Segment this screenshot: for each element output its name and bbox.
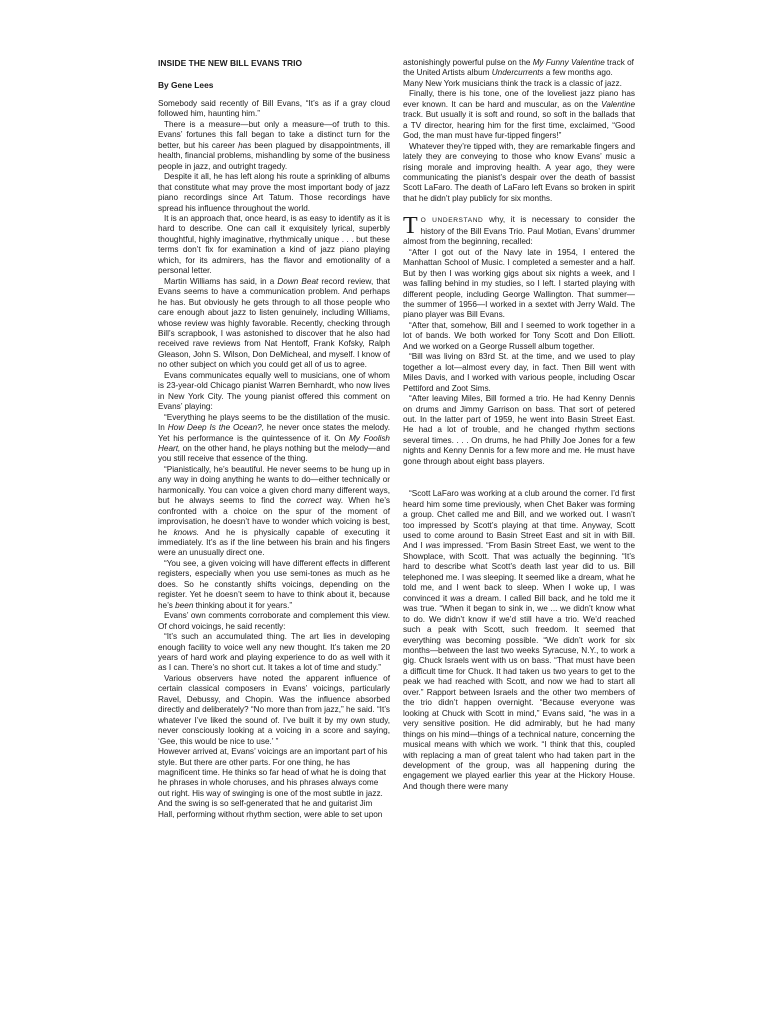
- paragraph-text: thinking about it for years.”: [193, 600, 293, 610]
- body-paragraph: [158, 371, 390, 413]
- italic-text: has: [238, 140, 252, 150]
- body-paragraph: [158, 611, 390, 632]
- paragraph-text: “Scott LaFaro was working at a club around the corner. I’d first heard him some time previously, when Chet Baker was forming a group. Chet called me and Bill, and we worked out. I wasn’t too impressed by Scott’s playing at that time. Anyway, Scott used to come around to Basin Street East and sit in with Bill. And I: [403, 489, 635, 551]
- italic-text: was: [450, 593, 465, 603]
- left-column: [158, 58, 390, 820]
- body-paragraph: [403, 248, 635, 321]
- body-paragraph: [158, 172, 390, 214]
- paragraph-text: Martin Williams has said, in a: [164, 276, 278, 286]
- article-title: INSIDE THE NEW BILL EVANS TRIO: [158, 58, 303, 68]
- article-byline: By Gene Lees: [158, 79, 214, 90]
- paragraph-text: “Pianistically, he’s beautiful. He never seems to be hung up in any way in doing anything he wants to do—either technically or harmonically. You can voice a given chord many different ways, but he always seems to find the: [158, 464, 390, 506]
- paragraph-text: “Everything he plays seems to be the distillation of the music. In: [158, 412, 390, 433]
- body-paragraph: [403, 394, 635, 467]
- body-paragraph: [403, 321, 635, 352]
- body-paragraph: [403, 352, 635, 394]
- paragraph-text: a dream. I called Bill back, and he told me it was true. “When it began to sink in, we ... we didn’t know what to do. We didn’t know if we’d still have a trio. We’d reached such a peak with Scott, such freedom. It seemed that everything was becoming possible. “We didn’t work for six months—between the last two weeks Syracuse, N.Y., to work a gig. Chuck Israels went with us on bass. “That must have been a difficult time for Chuck. It had taken us two years to get to the peak we had reached with Scott, and now we had to start all over.” Rapport between Israels and the other two members of the trio didn’t happen overnight. “Because everyone was looking at Chuck with Scott in mind,” Evans said, “he was in a very sensitive position. He did admirably, but he had many things on his mind—things of a technical nature, concerning the musical means with which we work. “I think that this, coupled with replacing a man of great talent who had taken part in the development of the group, was all happening during the engagement we played earlier this year at the Hickory House. And though there were many: [403, 593, 635, 791]
- right-column-top: [403, 58, 635, 204]
- italic-text: Valentine: [601, 99, 635, 109]
- right-column-middle: [403, 248, 635, 468]
- body-paragraph: [158, 747, 390, 820]
- italic-text: Undercurrents: [491, 68, 544, 78]
- paragraph-text: on the other hand, he plays nothing but the melody—and you still receive that essence of the thing.: [158, 443, 390, 464]
- body-paragraph: [403, 58, 635, 89]
- italic-text: My Foolish Heart,: [158, 433, 390, 453]
- paragraph-text: Evans’ own comments corroborate and complement this view. Of chord voicings, he said recently:: [158, 611, 390, 631]
- paragraph-text: “After that, somehow, Bill and I seemed to work together in a lot of bands. We both worked for Tony Scott and Don Elliott. And we worked on a George Russell album together.: [403, 320, 635, 351]
- paragraph-text: “You see, a given voicing will have different effects in different registers, especially when you use semi-tones as much as he does. So he constantly shifts voicings, depending on the register. Yet he doesn’t seem to have to think about it, because he’s: [158, 558, 390, 610]
- italic-text: My Funny Valentine: [532, 58, 605, 67]
- paragraph-text: record review, that Evans seems to have a communication problem. And perhaps he has. But obviously he gets through to all those people who care enough about jazz to listen genuinely, including Williams, whose review was highly favorable. Recently, checking through Bill’s scrapbook, I was astonished to discover that he also had received rave reviews from Nat Hentoff, Frank Kofsky, Ralph Gleason, John S. Wilson, Don DeMicheal, and myself. I know of no other subject on which you could get all of us to agree.: [158, 276, 390, 370]
- paragraph-text: Whatever they’re tipped with, they are remarkable fingers and lately they are conveying to those who know Evans’ music a rising morale and improving health. A year ago, they were communicating the pianist’s despair over the death of bassist Scott LaFaro. The death of LaFaro left Evans so broken in spirit that he didn’t play publicly for six months.: [403, 141, 635, 203]
- right-column-bottom: [403, 489, 635, 792]
- left-column-body: [158, 99, 390, 820]
- paragraph-text: “It’s such an accumulated thing. The art lies in developing enough facility to voice well any new thought. It’s taken me 20 years of hard work and playing experience to do as well with it as I can. There’s no short cut. It takes a lot of time and study.”: [158, 632, 390, 673]
- paragraph-text: track of the United Artists album: [403, 58, 634, 78]
- paragraph-text: track. But usually it is soft and round, so soft in the ballads that a TV director, hearing him for the first time, exclaimed, “Good God, the man must have fur-tipped fingers!”: [403, 110, 635, 141]
- paragraph-text: been plagued by disappointments, ill health, financial problems, mishandling by some of the business people in jazz, and outright tragedy.: [158, 140, 390, 171]
- paragraph-text: a few months ago. Many New York musicians think the track is a classic of jazz.: [403, 68, 622, 88]
- paragraph-text: There is a measure—but only a measure—of truth to this. Evans’ fortunes this fall began to take a distinct turn for the better, but his career: [158, 119, 390, 150]
- paragraph-text: impressed. “From Basin Street East, we went to the Showplace, with Scott. That was actually the beginning. “It’s hard to describe what Scott’s death last year did to us. Bill telephoned me. I was sleeping. It seemed like a dream, what he told me, and I went back to sleep. When I woke up, I was convinced it: [403, 541, 635, 603]
- paragraph-text: Evans communicates equally well to musicians, one of whom is 23-year-old Chicago pianist Warren Bernhardt, who now lives in New York City. The young pianist offered this comment on Evans’ playing:: [158, 370, 390, 412]
- dropcap-paragraph-text: why, it is necessary to consider the history of the Bill Evans Trio. Paul Motian, Evans’ drummer almost from the beginning, recalled:: [403, 215, 635, 247]
- paragraph-text: It is an approach that, once heard, is as easy to identify as it is hard to describe. One can call it exquisitely lyrical, superbly thoughtful, highly imaginative, rhythmically unique . . . but these terms don’t fix for examination a kind of jazz piano playing which, for its admirers, has the flavor and emotionality of a personal letter.: [158, 213, 390, 276]
- paragraph-text: “After leaving Miles, Bill formed a trio. He had Kenny Dennis on drums and Jimmy Garrison on bass. That sort of petered out. In the latter part of 1959, he went into Basin Street East. He had a lot of trouble, and he changed rhythm sections several times. . . . On drums, he had Philly Joe Jones for a few nights and Kenny Dennis for a few more and me. He must have gone through about eight bass players.: [403, 394, 635, 466]
- body-paragraph: [158, 277, 390, 371]
- body-paragraph: [403, 489, 635, 792]
- paragraph-text: he never once states the melody. Yet his performance is the quintessence of it. On: [158, 423, 390, 443]
- body-paragraph: [158, 559, 390, 611]
- paragraph-text: Somebody said recently of Bill Evans, “It’s as if a gray cloud followed him, haunting him.”: [158, 99, 390, 119]
- italic-text: been: [175, 600, 194, 610]
- body-paragraph: [158, 120, 390, 172]
- italic-text: correct: [296, 496, 322, 506]
- paragraph-text: astonishingly powerful pulse on the: [403, 58, 533, 67]
- italic-text: Down Beat: [277, 276, 319, 286]
- paragraph-text: “Bill was living on 83rd St. at the time, and we used to play together a lot—almost every day, in fact. Then Bill went with Miles Davis, and I worked with various people, including Oscar Pettiford and Zoot Sims.: [403, 352, 635, 393]
- body-paragraph: [158, 674, 390, 747]
- italic-text: knows.: [173, 527, 200, 537]
- body-paragraph: [158, 465, 390, 559]
- paragraph-text: way. When he’s confronted with a choice on the spur of the moment of improvisation, he doesn’t have to wonder which voicing is best, he: [158, 496, 391, 537]
- body-paragraph: [158, 632, 390, 674]
- italic-text: was: [425, 541, 441, 551]
- small-caps-lead: O UNDERSTAND: [420, 217, 484, 225]
- paragraph-text: “After I got out of the Navy late in 1954, I entered the Manhattan School of Music. I completed a semester and a half. But by then I was working gigs about six nights a week, and I was falling behind in my studies, so I left. I started playing with different people, including George Wallington. That summer—the summer of 1956—I worked in a sextet with Jerry Wald. The piano player was Bill Evans.: [403, 247, 635, 320]
- right-column: [403, 58, 635, 792]
- body-paragraph: [158, 214, 390, 277]
- italic-text: How Deep Is the Ocean?,: [167, 423, 264, 433]
- paragraph-text: Despite it all, he has left along his route a sprinkling of albums that constitute what may prove the most important body of jazz piano recordings since Art Tatum. Those recordings have spread his influence throughout the world.: [158, 172, 390, 213]
- body-paragraph: [403, 142, 635, 205]
- drop-cap-letter: T: [403, 213, 418, 240]
- paragraph-text: Various observers have noted the apparent influence of certain classical composers in Evans’ voicings, particularly Ravel, Debussy, and Chopin. Was the influence absorbed directly and deliberately? “No more than from jazz,” he said. “It’s whatever I’ve liked the sound of. I’ve built it by my own study, never consciously looking at a voicing in a score and saying, ‘Gee, this would be nice to use.’ ”: [158, 673, 390, 746]
- paragraph-text: However arrived at, Evans’ voicings are an important part of his style. But there are other parts. For one thing, he has magnificent time. He thinks so far head of what he is doing that he phrases in whole choruses, and his phrases always come out right. His way of swinging is one of the most subtle in jazz. And the swing is so self-generated that he and guitarist Jim Hall, performing without rhythm section, were able to set upon: [158, 747, 388, 819]
- paragraph-text: Finally, there is his tone, one of the loveliest jazz piano has ever known. It can be hard and muscular, as on the: [403, 89, 635, 109]
- dropcap-paragraph: [403, 215, 635, 247]
- body-paragraph: [158, 99, 390, 120]
- body-paragraph: [158, 413, 390, 465]
- body-paragraph: [403, 89, 635, 141]
- paragraph-text: And he is physically capable of executing it immediately. It’s as if the line between his brain and his fingers were an unusually direct one.: [158, 527, 390, 558]
